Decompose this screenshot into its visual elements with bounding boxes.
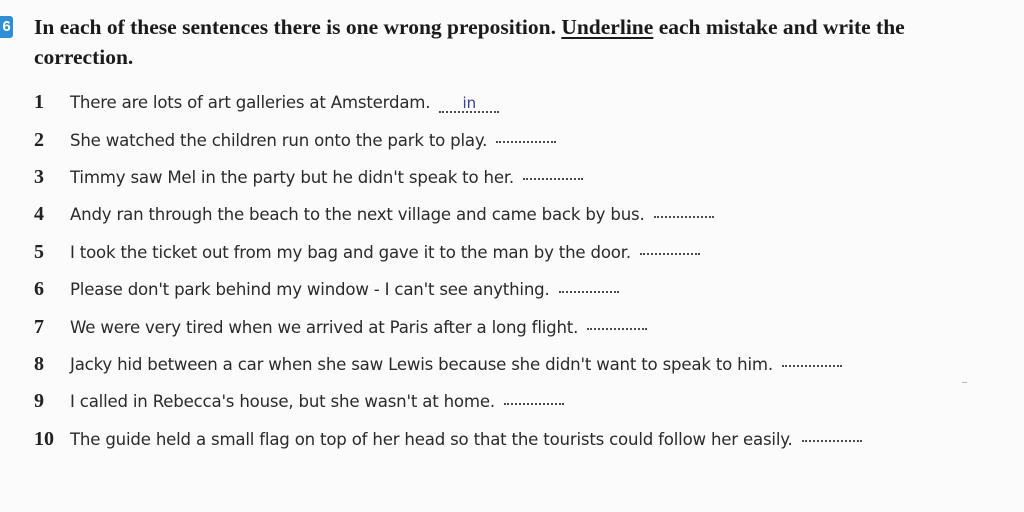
item-number: 9: [34, 390, 44, 413]
item-number: 6: [34, 278, 44, 301]
exercise-item: [34, 308, 862, 345]
answer-blank[interactable]: [523, 178, 583, 180]
exercise-item: [34, 383, 862, 420]
exercise-item: [34, 346, 862, 383]
answer-blank[interactable]: [654, 216, 714, 218]
instruction-text-part1: In each of these sentences there is one wrong preposition.: [34, 15, 562, 39]
item-sentence: There are lots of art galleries at Amsterdam.: [70, 93, 431, 113]
margin-mark: [962, 382, 967, 383]
answer-blank[interactable]: in: [439, 96, 499, 113]
answer-blank[interactable]: [587, 328, 647, 330]
exercise-item: [34, 234, 862, 271]
exercise-item: [34, 271, 862, 308]
item-sentence: Please don't park behind my window - I can't see anything.: [70, 280, 550, 300]
instruction-text-part2: each mistake and write the correction.: [34, 15, 905, 69]
item-number: 1: [34, 91, 44, 114]
answer-blank[interactable]: [640, 253, 700, 255]
instruction-underlined-word: Underline: [561, 15, 654, 39]
exercise-item-list: [34, 84, 862, 458]
answer-blank[interactable]: [496, 141, 556, 143]
answer-blank[interactable]: [802, 440, 862, 442]
item-sentence: Jacky hid between a car when she saw Lewis because she didn't want to speak to him.: [70, 354, 773, 374]
exercise-item: [34, 121, 862, 158]
item-sentence: I took the ticket out from my bag and gave it to the man by the door.: [70, 242, 631, 262]
exercise-item: [34, 159, 862, 196]
item-sentence: We were very tired when we arrived at Paris after a long flight.: [70, 317, 579, 337]
item-sentence: She watched the children run onto the park to play.: [70, 130, 488, 150]
exercise-item: [34, 196, 862, 233]
answer-blank[interactable]: [504, 403, 564, 405]
item-number: 5: [34, 240, 44, 263]
item-number: 7: [34, 315, 44, 338]
item-sentence: The guide held a small flag on top of her head so that the tourists could follow her easily.: [70, 429, 793, 449]
exercise-item: [34, 421, 862, 458]
item-number: 2: [34, 128, 44, 151]
item-sentence: Andy ran through the beach to the next village and came back by bus.: [70, 205, 645, 225]
exercise-item: [34, 84, 862, 121]
exercise-number-badge: 6: [0, 16, 13, 38]
exercise-instruction: [34, 12, 974, 72]
answer-blank[interactable]: [782, 365, 842, 367]
item-number: 10: [34, 427, 54, 450]
item-number: 4: [34, 203, 44, 226]
item-sentence: I called in Rebecca's house, but she wasn't at home.: [70, 392, 495, 412]
item-sentence: Timmy saw Mel in the party but he didn't speak to her.: [70, 167, 515, 187]
item-number: 8: [34, 352, 44, 375]
item-number: 3: [34, 165, 44, 188]
answer-blank[interactable]: [559, 291, 619, 293]
